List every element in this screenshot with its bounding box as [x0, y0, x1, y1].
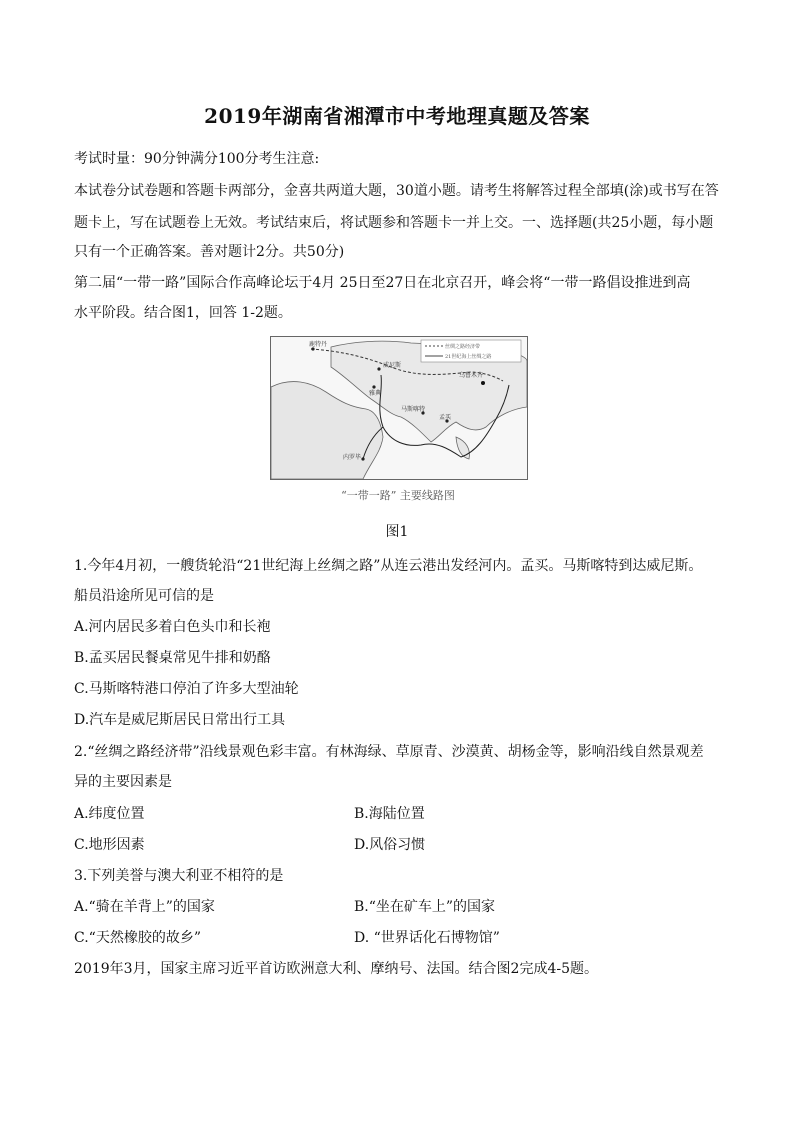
q1-stem-line-1: 1.今年4月初，一艘货轮沿“21世纪海上丝绸之路”从连云港出发经河内。孟买。马斯喀特到达威尼斯。	[74, 558, 703, 574]
q2-option-c: C.地形因素	[74, 837, 145, 853]
instruction-line-3: 只有一个正确答案。善对题计2分。共50分)	[74, 244, 345, 260]
q2-option-a: A.纬度位置	[74, 806, 145, 822]
q2-option-d: D.风俗习惯	[354, 837, 426, 853]
q1-option-a: A.河内居民多着白色头巾和长袍	[74, 619, 271, 635]
q1-option-c: C.马斯喀特港口停泊了许多大型油轮	[74, 681, 299, 697]
instruction-line-1: 本试卷分试卷题和答题卡两部分，金喜共两道大题，30道小题。请考生将解答过程全部填(涂)或书写在答	[74, 183, 719, 199]
q2-stem-line-1: 2.“丝绸之路经济带”沿线景观色彩丰富。有林海绿、草原青、沙漠黄、胡杨金等，影响沿线自然景观差	[74, 744, 704, 760]
legend-sea-route: 21世纪海上丝绸之路	[445, 354, 492, 360]
map-caption: “一带一路” 主要线路图	[341, 489, 455, 502]
q1-option-b: B.孟买居民餐桌常见牛排和奶酪	[74, 650, 271, 666]
figure-label: 图1	[385, 524, 409, 540]
map-label-nairobi: 内罗毕	[343, 454, 362, 461]
section-outro: 2019年3月，国家主席习近平首访欧洲意大利、摩纳号、法国。结合图2完成4-5题。	[74, 961, 598, 977]
q2-option-b: B.海陆位置	[354, 806, 425, 822]
legend-land-route: 丝绸之路经济带	[445, 344, 481, 350]
exam-info: 考试时量：90分钟满分100分考生注意:	[74, 151, 320, 167]
q2-stem-line-2: 异的主要因素是	[74, 774, 172, 790]
q3-option-c: C.“天然橡胶的故乡”	[74, 930, 201, 946]
q1-stem-line-2: 船员沿途所见可信的是	[74, 588, 214, 604]
map-label-venice: 威尼斯	[383, 362, 402, 369]
map-label-rotterdam: 鹿特丹	[309, 341, 328, 348]
intro-line-2: 水平阶段。结合图1，回答 1-2题。	[74, 305, 292, 321]
q3-stem: 3.下列美誉与澳大利亚不相符的是	[74, 868, 284, 884]
q1-option-d: D.汽车是威尼斯居民日常出行工具	[74, 712, 286, 728]
q3-option-b: B.“坐在矿车上”的国家	[354, 899, 496, 915]
q3-option-d: D. “世界话化石博物馆”	[354, 930, 500, 946]
map-label-muscat: 马斯喀特	[401, 406, 426, 413]
belt-road-map	[270, 336, 528, 480]
q3-option-a: A.“骑在羊背上”的国家	[74, 899, 215, 915]
instruction-line-2: 题卡上，写在试题卷上无效。考试结束后，将试题参和答题卡一并上交。一、选择题(共25小题，每小题	[74, 215, 714, 231]
page-title: 2019年湖南省湘潭市中考地理真题及答案	[204, 104, 590, 128]
map-label-mumbai: 孟买	[439, 414, 452, 421]
intro-line-1: 第二届“一带一路”国际合作高峰论坛于4月 25日至27日在北京召开，峰会将“一带一路倡设推进到高	[74, 275, 691, 291]
map-label-urumqi: 乌鲁木齐	[459, 372, 484, 379]
map-label-athens: 雅典	[369, 390, 382, 397]
